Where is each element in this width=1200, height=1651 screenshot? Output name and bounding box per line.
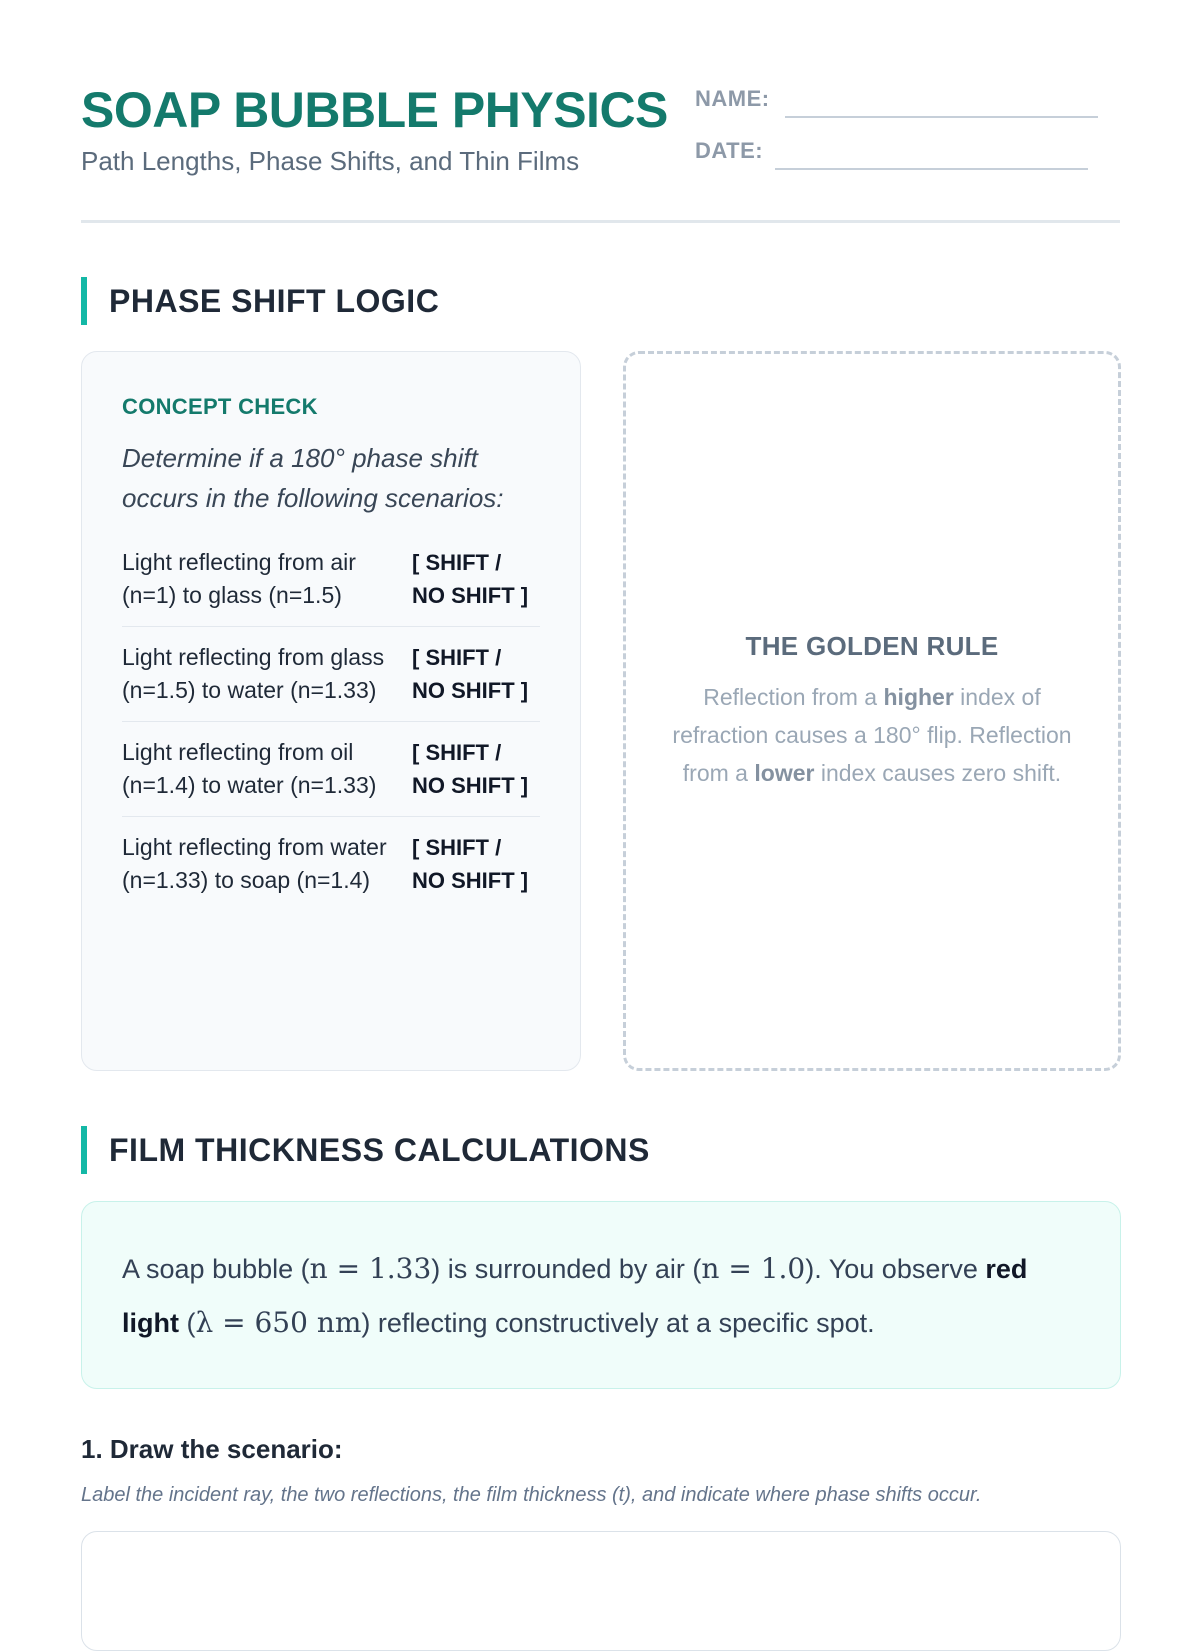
scenario-description: Light reflecting from air (n=1) to glass (n=1.5) xyxy=(122,549,356,608)
concept-prompt: Determine if a 180° phase shift occurs in the following scenarios: xyxy=(122,443,504,513)
golden-rule-text-part: index causes zero shift. xyxy=(814,759,1062,786)
scenario-row xyxy=(122,532,540,627)
golden-rule-text-part: index of refraction causes a 180° flip. Reflection from a xyxy=(672,683,1072,786)
question-1-hint: Label the incident ray, the two reflections, the film thickness (t), and indicate where phase shifts occur. xyxy=(81,1484,982,1506)
problem-text: ) reflecting constructively at a specific spot. xyxy=(361,1308,875,1338)
scenario-description: Light reflecting from glass (n=1.5) to water (n=1.33) xyxy=(122,644,385,703)
math-expression: n = 1.33 xyxy=(309,1252,432,1285)
problem-text: ) is surrounded by air ( xyxy=(431,1254,702,1284)
page-title: SOAP BUBBLE PHYSICS xyxy=(81,82,668,138)
problem-emphasis: red light xyxy=(122,1254,1028,1338)
shift-choice[interactable]: [ SHIFT / NO SHIFT ] xyxy=(412,835,529,893)
date-field[interactable] xyxy=(775,168,1088,170)
name-label: NAME: xyxy=(695,86,770,111)
golden-rule-emphasis: higher xyxy=(883,683,954,710)
concept-check-card xyxy=(81,351,581,1071)
question-1-label: 1. Draw the scenario: xyxy=(81,1434,343,1464)
shift-choice[interactable]: [ SHIFT / NO SHIFT ] xyxy=(412,645,529,703)
name-field[interactable] xyxy=(785,116,1098,118)
shift-choice[interactable]: [ SHIFT / NO SHIFT ] xyxy=(412,740,529,798)
golden-rule-text xyxy=(666,678,1078,792)
section-heading-film-thickness: FILM THICKNESS CALCULATIONS xyxy=(81,1126,650,1174)
golden-rule-text-part: Reflection from a xyxy=(703,683,884,710)
header-divider xyxy=(81,220,1120,223)
problem-text: ). You observe xyxy=(805,1254,986,1284)
concept-check-label: CONCEPT CHECK xyxy=(122,394,318,419)
golden-rule-title: THE GOLDEN RULE xyxy=(745,630,999,661)
math-expression: n = 1.0 xyxy=(701,1252,806,1285)
drawing-area[interactable] xyxy=(81,1531,1121,1651)
page-subtitle: Path Lengths, Phase Shifts, and Thin Films xyxy=(81,146,580,176)
shift-choice[interactable]: [ SHIFT / NO SHIFT ] xyxy=(412,550,529,608)
scenario-list xyxy=(122,532,540,911)
problem-statement-box xyxy=(81,1201,1121,1389)
golden-rule-emphasis: lower xyxy=(754,759,815,786)
golden-rule-box xyxy=(623,351,1121,1071)
scenario-row xyxy=(122,627,540,722)
scenario-description: Light reflecting from oil (n=1.4) to water (n=1.33) xyxy=(122,739,377,798)
date-label: DATE: xyxy=(695,138,764,163)
scenario-row xyxy=(122,817,540,911)
section-heading-phase-shift: PHASE SHIFT LOGIC xyxy=(81,277,439,325)
scenario-description: Light reflecting from water (n=1.33) to soap (n=1.4) xyxy=(122,834,387,893)
problem-text: ( xyxy=(178,1308,196,1338)
problem-text: A soap bubble ( xyxy=(122,1254,310,1284)
scenario-row xyxy=(122,722,540,817)
math-expression: λ = 650 nm xyxy=(195,1306,362,1339)
